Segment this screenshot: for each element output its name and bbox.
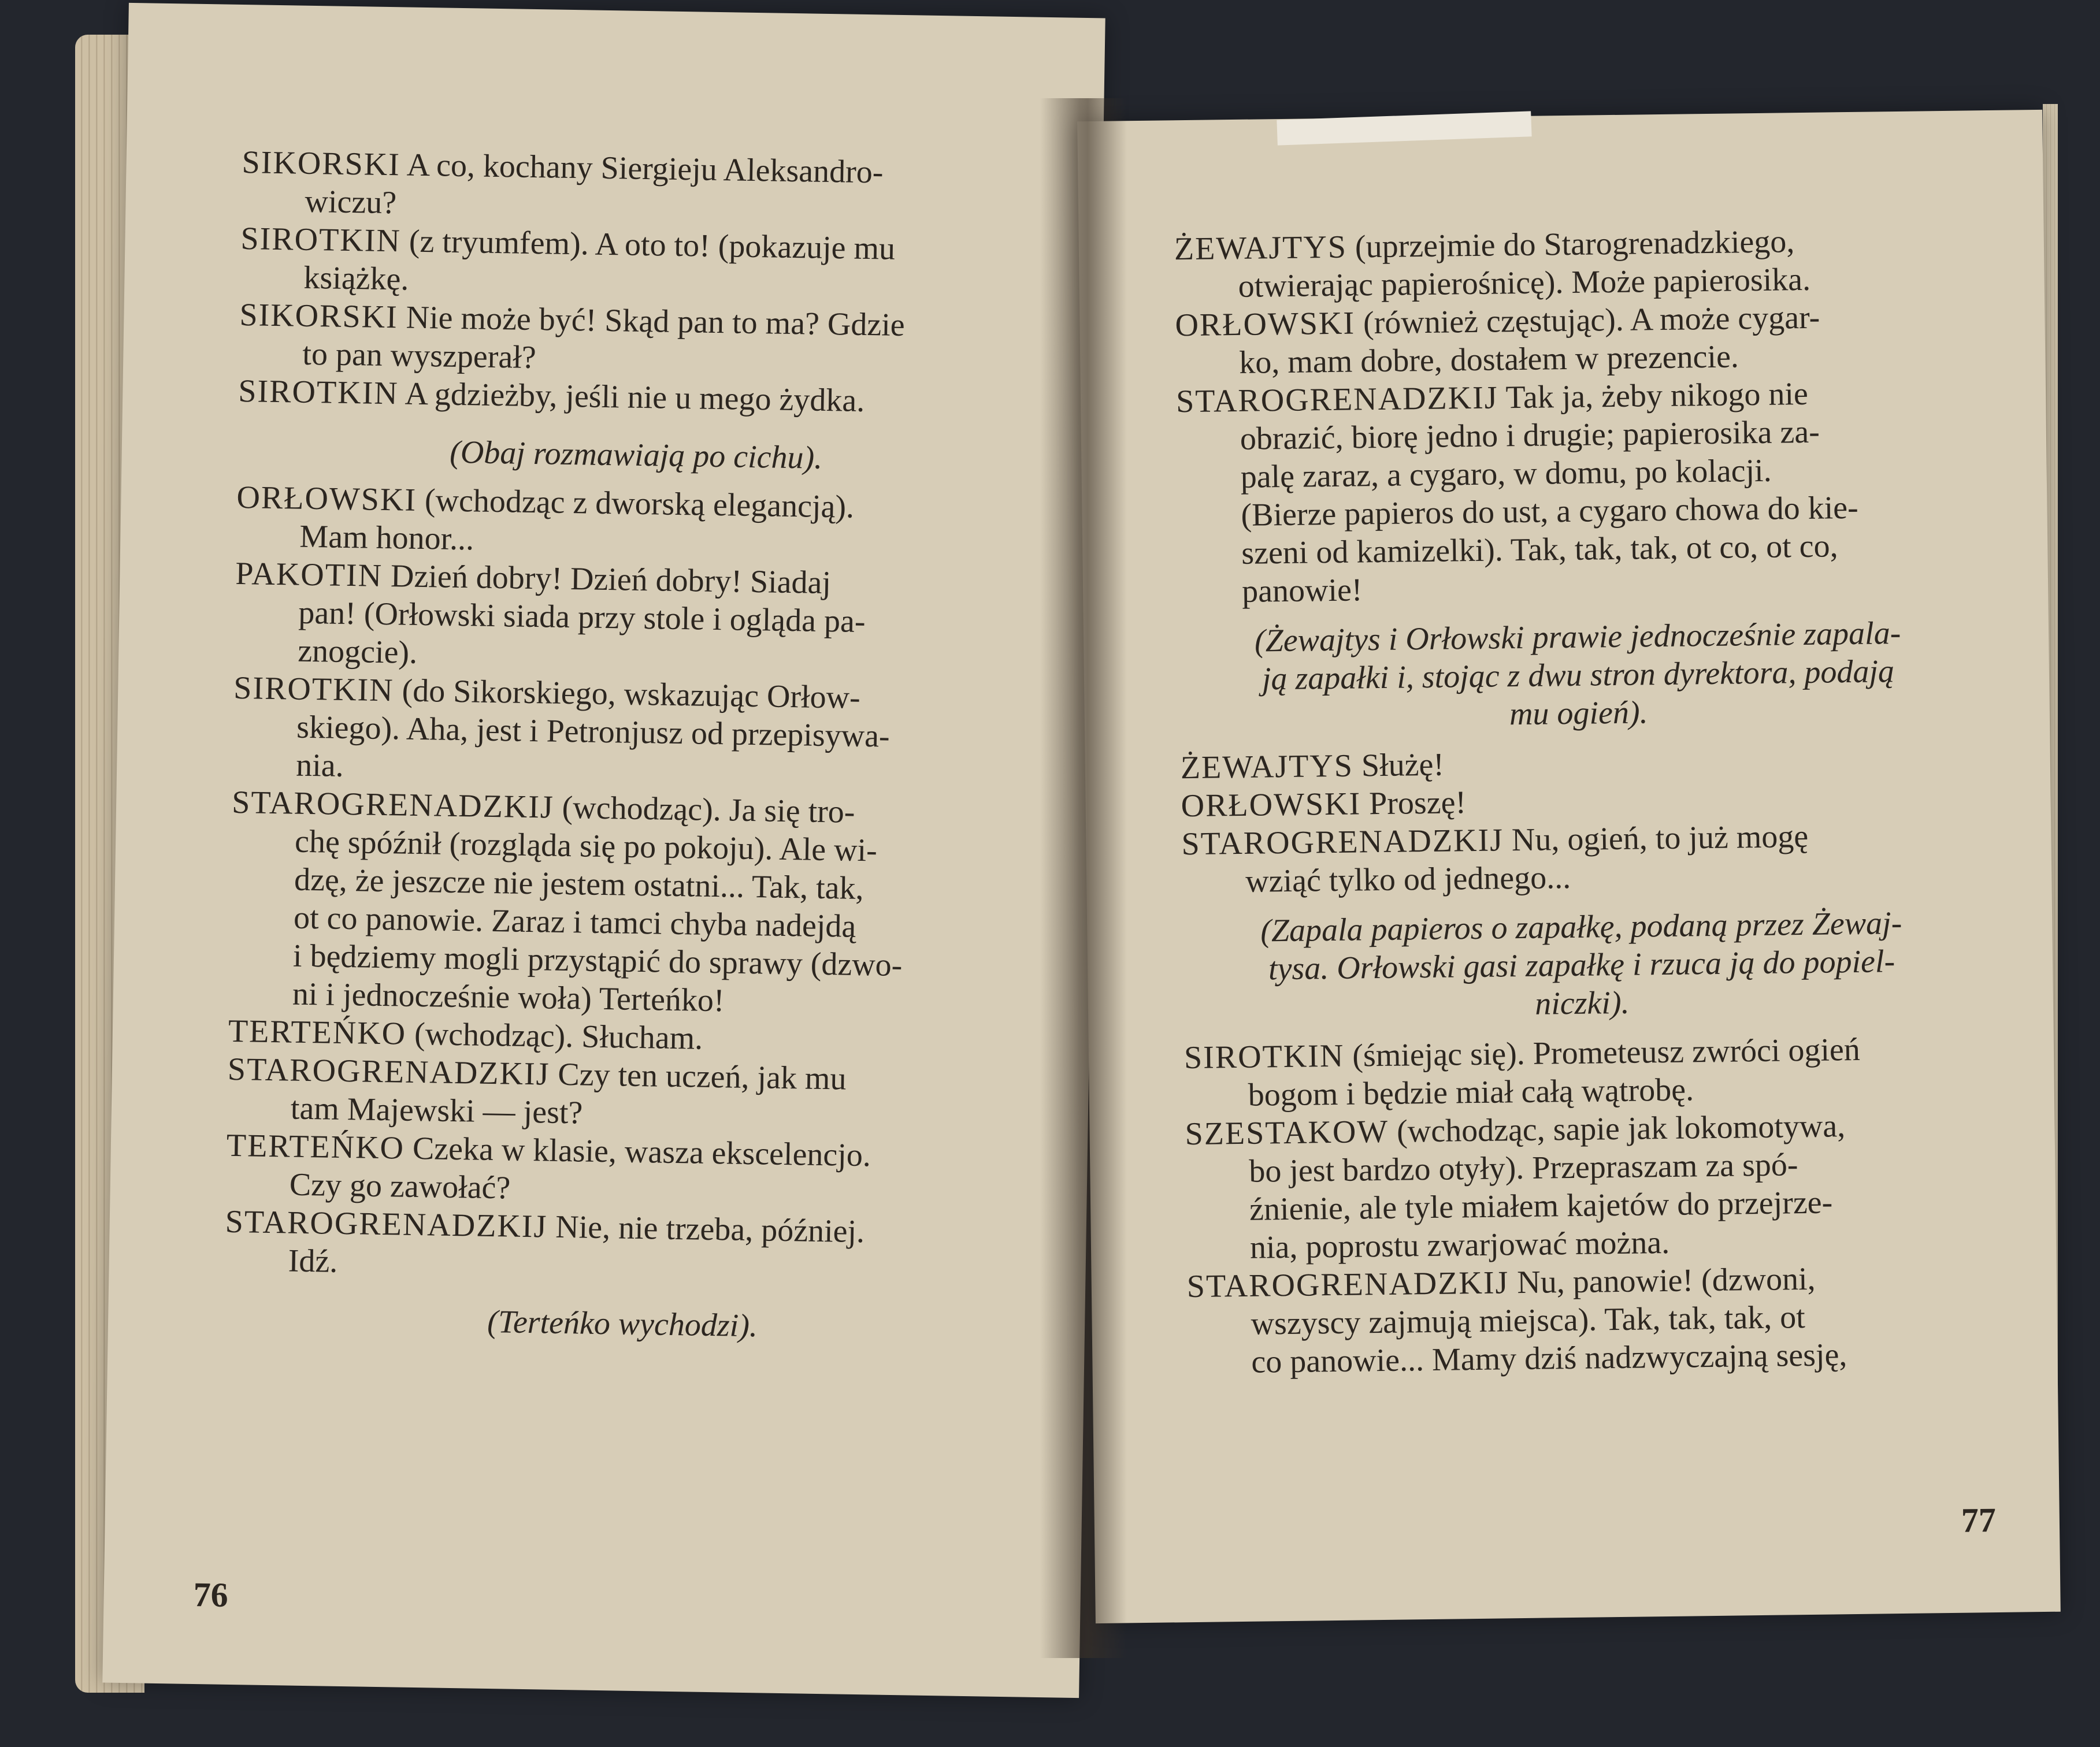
left-page	[102, 3, 1105, 1698]
dialogue-block	[227, 1050, 1025, 1139]
text-line	[224, 1299, 1022, 1350]
line-text: tysa. Orłowski gasi zapałkę i rzuca ją do popiel-	[1268, 943, 1895, 987]
line-text: nia.	[295, 747, 344, 784]
line-text: Czeka w klasie, wasza ekscelencjo.	[412, 1130, 871, 1174]
right-page	[1077, 110, 2061, 1623]
speaker-name: SZESTAKOW	[1185, 1113, 1389, 1153]
speaker-name: ORŁOWSKI	[1175, 305, 1356, 344]
dialogue-block	[1181, 815, 1980, 901]
dialogue-block	[1185, 1105, 1984, 1267]
line-text: Mam honor...	[299, 518, 474, 557]
speaker-name: STAROGRENADZKIJ	[225, 1203, 548, 1245]
speaker-name: SIKORSKI	[242, 144, 401, 183]
line-text: obrazić, biorę jedno i drugie; papierosika za-	[1240, 414, 1820, 457]
speaker-name: ORŁOWSKI	[1181, 786, 1361, 824]
line-text: wszyscy zajmują miejsca). Tak, tak, tak, ot	[1251, 1299, 1806, 1342]
speaker-name: STAROGRENADZKIJ	[1175, 380, 1498, 420]
stage-direction	[237, 430, 1035, 481]
dialogue-block	[1174, 220, 1972, 306]
line-text: Dzień dobry! Dzień dobry! Siadaj	[390, 558, 832, 601]
line-text: A gdzieżby, jeśli nie u mego żydka.	[405, 376, 865, 419]
line-text: (uprzejmie do Starogrenadzkiego,	[1355, 224, 1795, 265]
left-page-text	[223, 143, 1040, 1359]
line-text: (Terteńko wychodzi).	[487, 1303, 758, 1344]
line-text: (wchodząc). Ja się tro-	[562, 789, 855, 830]
line-text: Idź.	[288, 1243, 338, 1280]
line-text: (śmiejąc się). Prometeusz zwróci ogień	[1352, 1031, 1861, 1074]
speaker-name: SIKORSKI	[239, 296, 399, 336]
line-text: dzę, że jeszcze nie jestem ostatni... Tak, tak,	[294, 861, 865, 907]
dialogue-block	[234, 555, 1033, 682]
line-text: (Obaj rozmawiają po cichu).	[449, 434, 823, 476]
line-text: Nu, ogień, to już mogę	[1511, 818, 1809, 858]
line-text: mu ogień).	[1509, 694, 1648, 733]
line-text: i będziemy mogli przystąpić do sprawy (dzwo-	[292, 938, 903, 984]
line-text: (wchodząc). Słucham.	[414, 1016, 703, 1057]
line-text: to pan wyszperał?	[302, 336, 537, 376]
speaker-name: ŻEWAJTYS	[1174, 229, 1348, 267]
line-text: (do Sikorskiego, wskazując Orłow-	[402, 672, 861, 716]
line-text: skiego). Aha, jest i Petronjusz od przepisywa-	[296, 709, 891, 754]
line-text: (wchodząc z dworską elegancją).	[424, 482, 855, 525]
line-text: bogom i będzie miał całą wątrobę.	[1248, 1072, 1694, 1113]
speaker-name: TERTEŃKO	[226, 1127, 405, 1166]
dialogue-block	[225, 1127, 1024, 1216]
line-text: Czy ten uczeń, jak mu	[557, 1056, 847, 1097]
dialogue-block	[239, 296, 1037, 385]
line-text: Tak ja, żeby nikogo nie	[1505, 376, 1809, 416]
line-text: chę spóźnił (rozgląda się po pokoju). Ale wi-	[294, 823, 878, 869]
line-text: książkę.	[303, 259, 409, 298]
line-text: co panowie... Mamy dziś nadzwyczajną sesję,	[1251, 1337, 1847, 1380]
line-text: (Bierze papieros do ust, a cygaro chowa do kie-	[1241, 489, 1859, 533]
line-text: niczki).	[1534, 984, 1630, 1022]
line-text: pan! (Orłowski siada przy stole i ogląda pa-	[298, 594, 866, 640]
line-text: źnienie, ale tyle miałem kajetów do przejrze-	[1249, 1184, 1833, 1228]
line-text: tam Majewski — jest?	[290, 1090, 583, 1131]
line-text: (z tryumfem). A oto to! (pokazuje mu	[409, 223, 896, 267]
line-text: A co, kochany Siergieju Aleksandro-	[406, 147, 884, 191]
line-text: wiczu?	[305, 183, 397, 221]
line-text: Proszę!	[1368, 785, 1467, 822]
speaker-name: ŻEWAJTYS	[1180, 748, 1354, 786]
line-text: znogcie).	[297, 633, 418, 671]
line-text: bo jest bardzo otyły). Przepraszam za spó-	[1249, 1147, 1798, 1190]
speaker-name: ORŁOWSKI	[236, 479, 417, 518]
speaker-name: STAROGRENADZKIJ	[1181, 822, 1504, 863]
speaker-name: SIROTKIN	[238, 373, 399, 412]
text-line	[237, 430, 1035, 481]
line-text: panowie!	[1241, 572, 1363, 609]
speaker-name: PAKOTIN	[235, 555, 383, 594]
line-text: palę zaraz, a cygaro, w domu, po kolacji.	[1240, 452, 1772, 495]
speaker-name: SIROTKIN	[1183, 1038, 1345, 1076]
page-number-left: 76	[193, 1575, 229, 1614]
line-text: wziąć tylko od jednego...	[1245, 859, 1571, 899]
line-text: Nu, panowie! (dzwoni,	[1516, 1261, 1816, 1301]
dialogue-block	[236, 478, 1034, 567]
line-text: otwierając papierośnicę). Może papierosika.	[1238, 261, 1811, 304]
speaker-name: SIROTKIN	[240, 221, 402, 259]
right-page-text	[1174, 220, 1985, 1382]
line-text: (Zapala papieros o zapałkę, podaną przez Żewaj-	[1260, 905, 1902, 949]
dialogue-block	[241, 143, 1040, 232]
dialogue-block	[1176, 373, 1976, 611]
dialogue-block	[240, 220, 1038, 308]
line-text: szeni od kamizelki). Tak, tak, tak, ot co, ot co,	[1241, 528, 1838, 571]
dialogue-block	[1186, 1258, 1985, 1382]
line-text: (Żewajtys i Orłowski prawie jednocześnie zapala-	[1254, 615, 1901, 659]
line-text: Czy go zawołać?	[289, 1166, 511, 1206]
line-text: Nie, nie trzeba, później.	[555, 1209, 865, 1250]
dialogue-block	[229, 783, 1030, 1025]
line-text: (wchodząc, sapie jak lokomotywa,	[1396, 1108, 1846, 1150]
line-text: Służę!	[1361, 746, 1445, 784]
book-gutter	[1040, 98, 1127, 1658]
stage-direction	[1182, 903, 1981, 1027]
line-text: ot co panowie. Zaraz i tamci chyba nadejdą	[293, 899, 856, 945]
page-number-right: 77	[1961, 1501, 1997, 1540]
speaker-name: STAROGRENADZKIJ	[227, 1051, 550, 1092]
dialogue-block	[224, 1203, 1023, 1292]
dialogue-block	[232, 669, 1032, 796]
line-text: (również częstując). A może cygar-	[1363, 299, 1820, 341]
speaker-name: SIROTKIN	[233, 670, 395, 709]
line-text: ko, mam dobre, dostałem w prezencie.	[1238, 339, 1739, 381]
speaker-name: STAROGRENADZKIJ	[231, 784, 555, 826]
stage-direction	[1179, 613, 1977, 737]
line-text: ni i jednocześnie woła) Terteńko!	[292, 976, 725, 1019]
dialogue-block	[1184, 1029, 1983, 1115]
line-text: Nie może być! Skąd pan to ma? Gdzie	[406, 299, 906, 344]
dialogue-block	[1175, 296, 1973, 382]
line-text: nia, poprostu zwarjować można.	[1249, 1224, 1670, 1266]
speaker-name: TERTEŃKO	[228, 1013, 407, 1052]
speaker-name: STAROGRENADZKIJ	[1186, 1265, 1509, 1305]
line-text: ją zapałki i, stojąc z dwu stron dyrektora, podają	[1262, 653, 1895, 697]
stage-direction	[224, 1299, 1022, 1350]
